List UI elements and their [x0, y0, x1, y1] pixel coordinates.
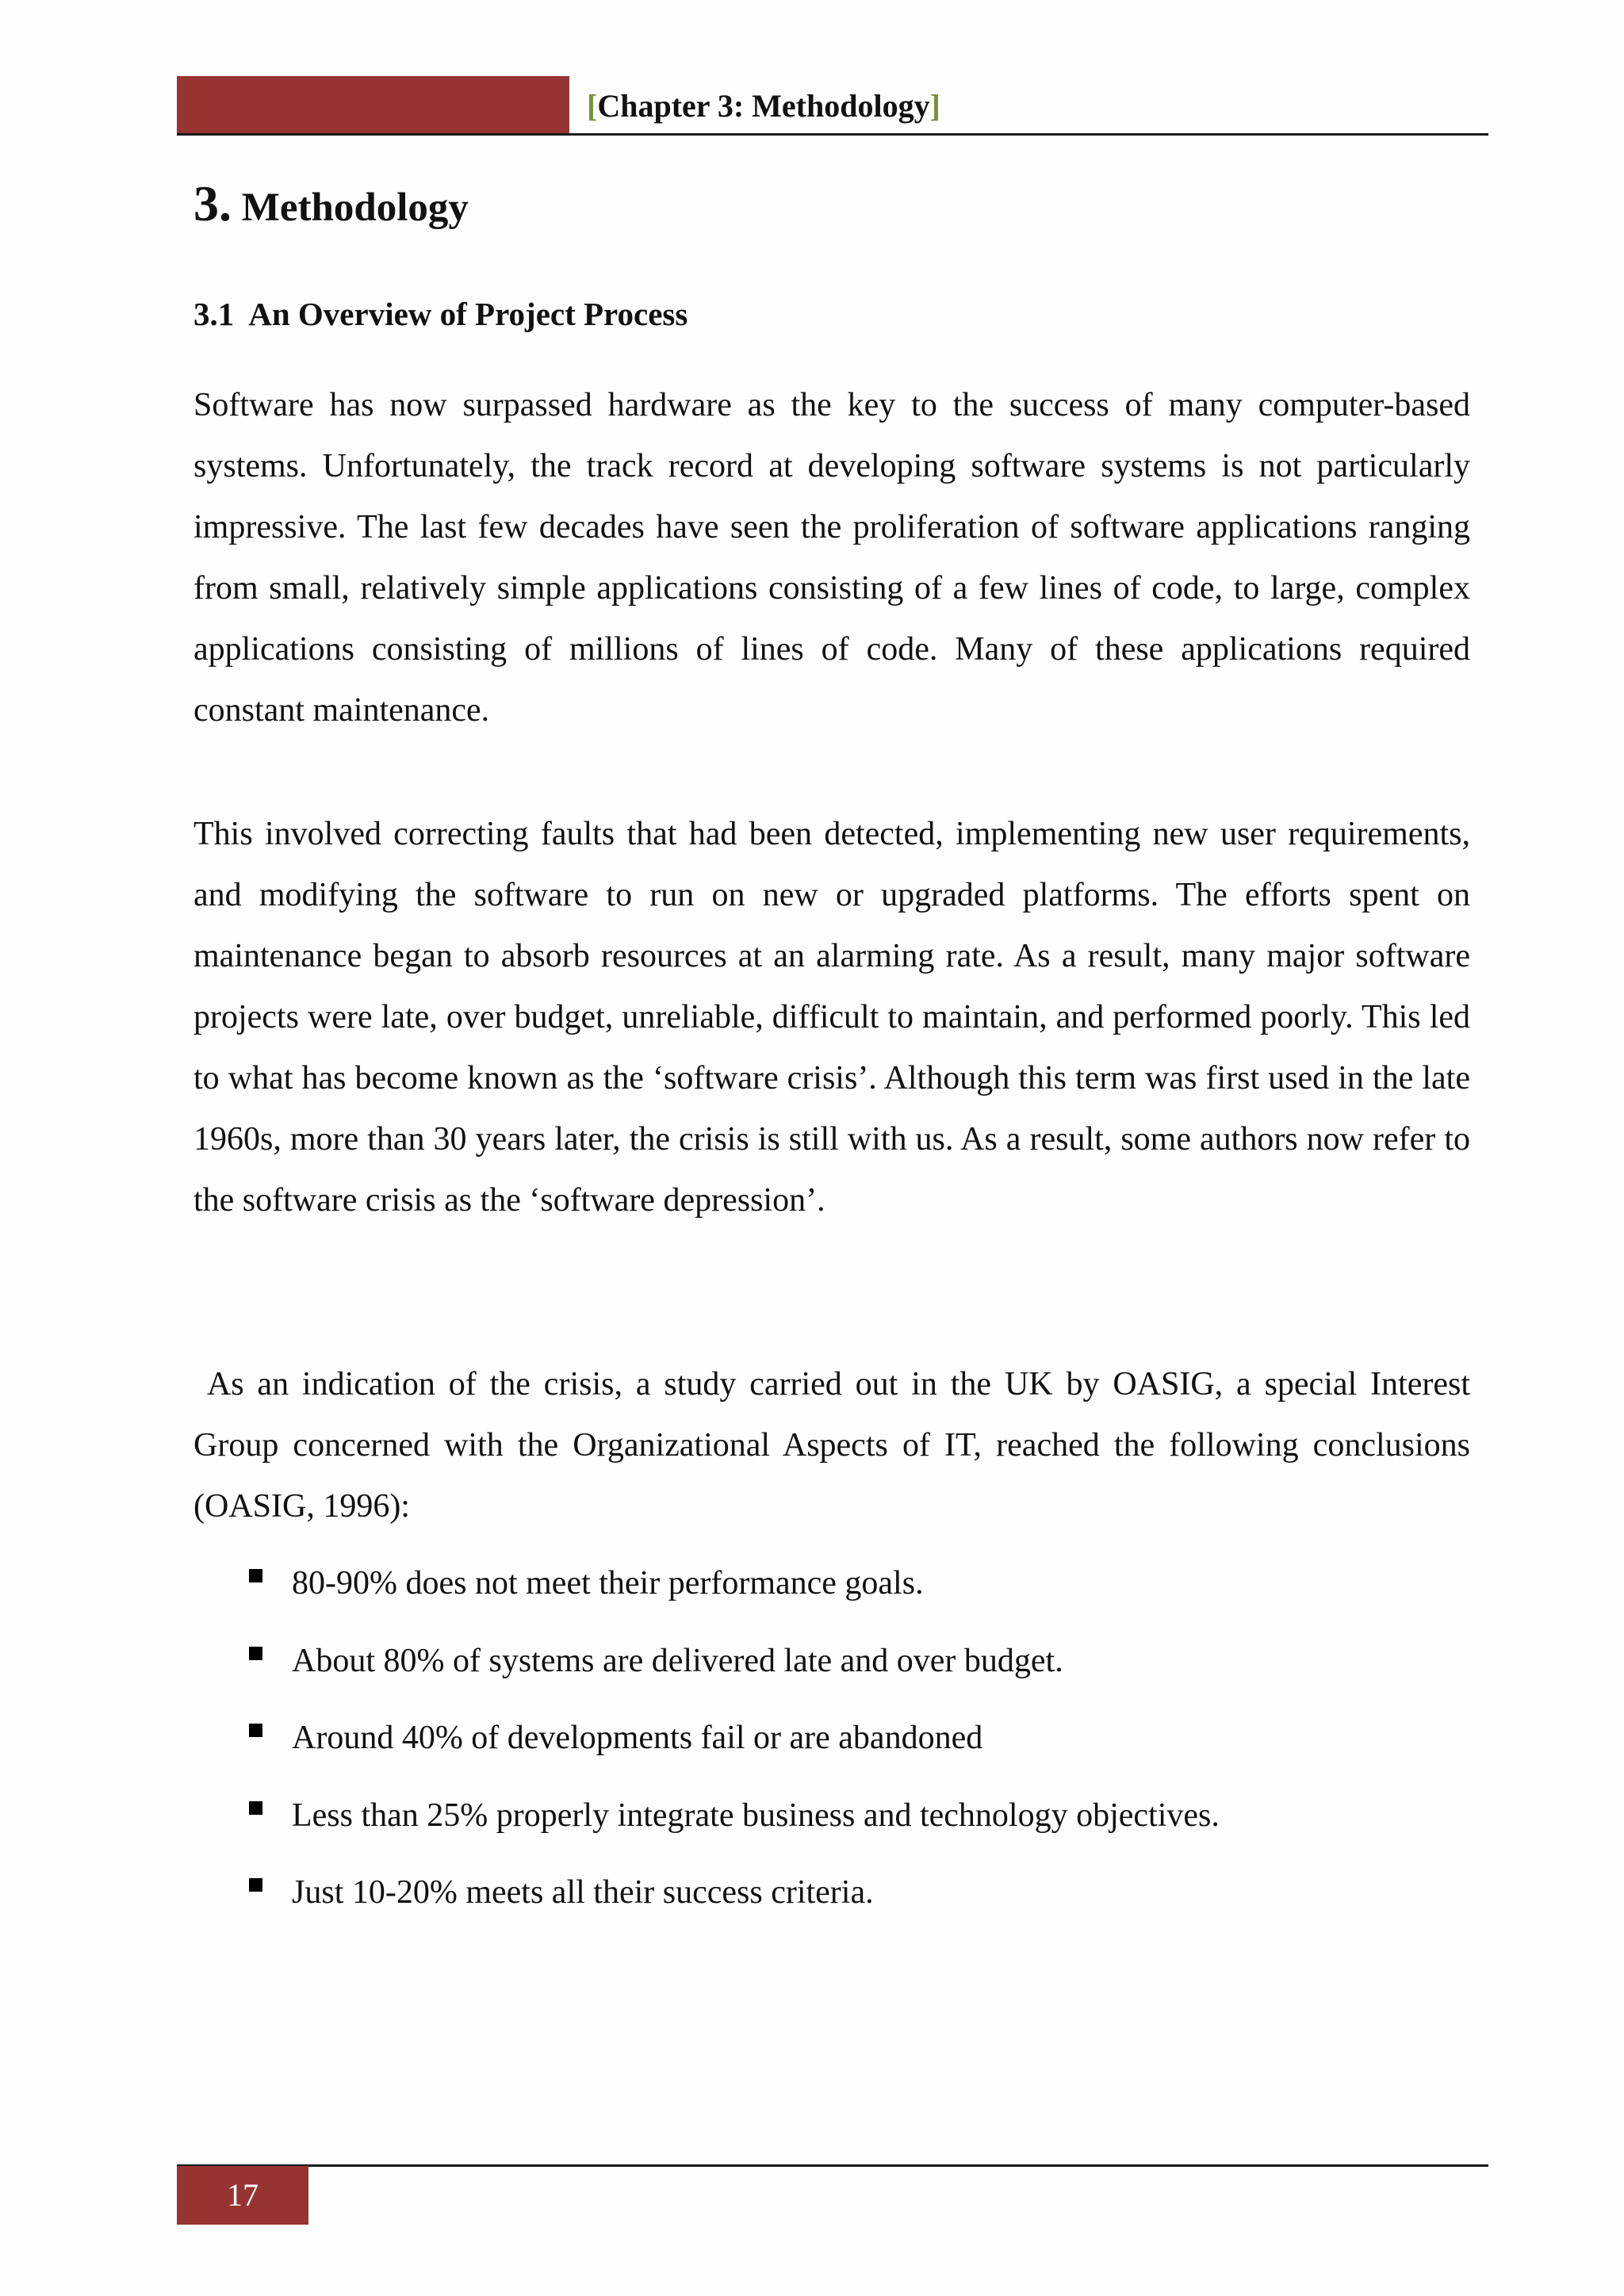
list-item [193, 1710, 1220, 1788]
list-item-text: About 80% of systems are delivered late and over budget. [292, 1642, 1063, 1679]
square-bullet-icon [249, 1878, 262, 1892]
square-bullet-icon [249, 1569, 262, 1582]
header-accent-bar [177, 76, 569, 134]
chapter-title: Methodology [241, 186, 469, 230]
list-item-text: Around 40% of developments fail or are abandoned [292, 1720, 983, 1756]
section-title: An Overview of Project Process [248, 296, 688, 332]
list-item [193, 1865, 1220, 1942]
list-item-text: Just 10-20% meets all their success criteria. [292, 1874, 874, 1911]
body-paragraph: This involved correcting faults that had been detected, implementing new user requirements, and modifying the software to run on new or upgraded platforms. The efforts spent on maintenance began to absorb resources at an alarming rate. As a result, many major software projects were late, over budget, unreliable, difficult to maintain, and performed poorly. This led to what has become known as the ‘software crisis’. Although this term was first used in the late 1960s, more than 30 years later, the crisis is still with us. As a result, some authors now refer to the software crisis as the ‘software depression’. [193, 816, 1470, 1219]
square-bullet-icon [249, 1724, 262, 1737]
body-paragraph: Software has now surpassed hardware as the key to the success of many computer-based systems. Unfortunately, the track record at developing software systems is not particularly impressive. The last few decades have seen the proliferation of software applications ranging from small, relatively simple applications consisting of a few lines of code, to large, complex applications consisting of millions of lines of code. Many of these applications required constant maintenance. [193, 387, 1470, 729]
section-heading [193, 289, 688, 339]
header-open-bracket: [ [587, 88, 598, 124]
section-number: 3.1 [193, 296, 235, 332]
header-divider [177, 133, 1488, 136]
chapter-number: 3. [193, 175, 232, 232]
list-item-text: 80-90% does not meet their performance goals. [292, 1565, 924, 1601]
header-close-bracket: ] [929, 88, 940, 124]
list-item [193, 1633, 1220, 1711]
body-paragraph: As an indication of the crisis, a study carried out in the UK by OASIG, a special Interest Group concerned with the Organizational Aspects of IT, reached the following conclusions (OASIG, 1996): [193, 1366, 1479, 1525]
square-bullet-icon [249, 1647, 262, 1660]
footer-divider [177, 2164, 1488, 2167]
list-item-text: Less than 25% properly integrate business and technology objectives. [292, 1797, 1220, 1834]
header-title-text: Chapter 3: Methodology [597, 88, 930, 124]
list-item [193, 1788, 1220, 1866]
page-number: 17 [227, 2177, 259, 2213]
list-item [193, 1556, 1220, 1633]
chapter-heading [193, 168, 469, 243]
conclusions-list [193, 1556, 1220, 1942]
square-bullet-icon [249, 1801, 262, 1815]
running-header [587, 84, 940, 128]
